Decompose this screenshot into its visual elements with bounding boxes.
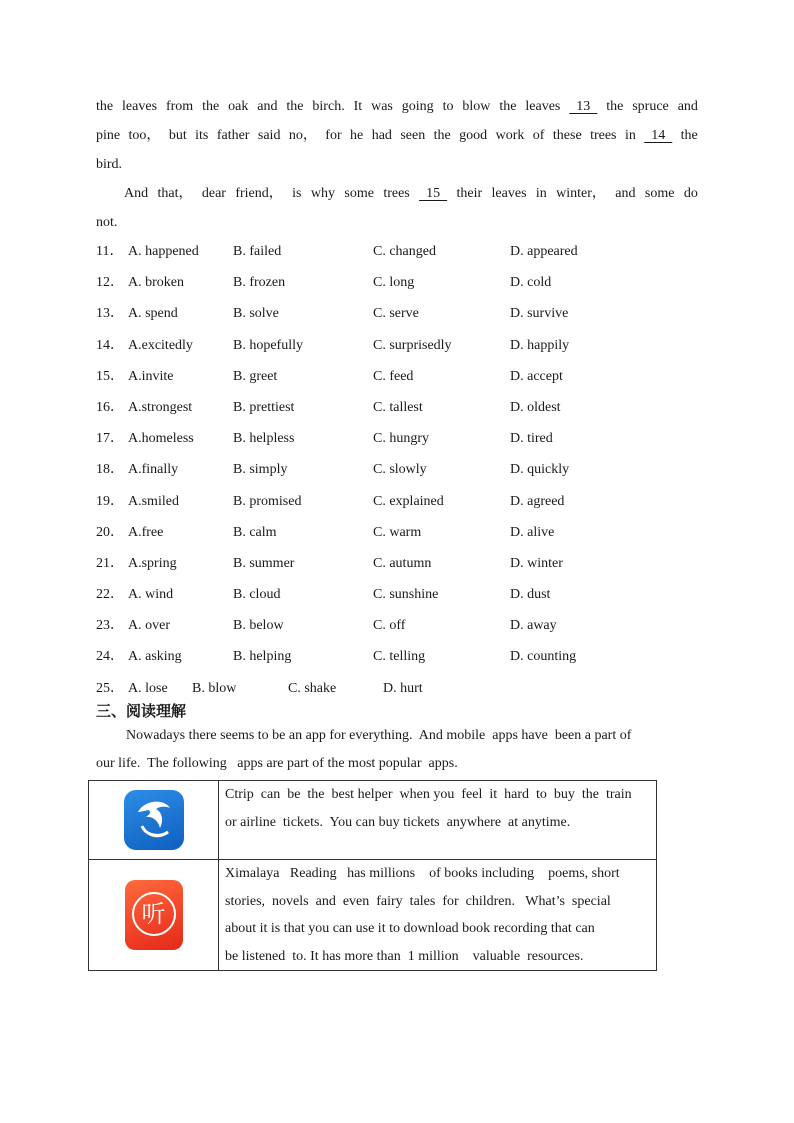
option-a: A.excitedly — [128, 337, 193, 353]
option-b: B. frozen — [233, 275, 286, 291]
passage-word: had — [371, 128, 392, 143]
option-a: A.spring — [128, 555, 177, 571]
passage-word: pine — [96, 128, 121, 143]
option-c: C. explained — [373, 493, 444, 509]
blank-14: 14 — [644, 128, 673, 143]
passage-word: its — [195, 128, 209, 143]
question-row — [96, 427, 696, 458]
passage-word: trees — [590, 128, 617, 143]
question-number: 16． — [96, 399, 124, 415]
option-a: A.free — [128, 524, 164, 540]
question-number: 12． — [96, 275, 124, 291]
passage-word: work — [495, 128, 525, 143]
option-b: B. helpless — [233, 431, 295, 447]
section-title: 三、阅读理解 — [96, 702, 187, 720]
blank-15: 15 — [419, 186, 448, 201]
passage-line-4 — [96, 179, 698, 208]
app-text-line: or airline tickets. You can buy tickets anywhere at anytime. — [225, 814, 571, 830]
multiple-choice-options — [96, 240, 696, 708]
passage-word: the — [606, 99, 624, 114]
passage-word: and — [257, 99, 278, 114]
option-b: B. solve — [233, 306, 279, 322]
question-row — [96, 552, 696, 583]
passage-word: but — [168, 128, 187, 143]
question-row — [96, 396, 696, 427]
reading-intro — [96, 722, 698, 778]
option-b: B. helping — [233, 649, 292, 665]
passage-word: dear — [201, 186, 226, 201]
option-a: A. over — [128, 618, 170, 634]
passage-word: why — [310, 186, 335, 201]
question-number: 13． — [96, 306, 124, 322]
app-text-line: about it is that you can use it to download book recording that can — [225, 921, 595, 936]
passage-word: birch. — [312, 99, 345, 114]
option-c: C. serve — [373, 306, 419, 322]
ting-glyph: 听 — [132, 892, 176, 936]
intro-line-2: our life. The following apps are part of the most popular apps. — [96, 756, 458, 771]
option-c: C. hungry — [373, 431, 429, 447]
dolphin-icon — [124, 790, 184, 850]
question-row — [96, 458, 696, 489]
app-text-line: be listened to. It has more than 1 million valuable resources. — [225, 948, 584, 964]
question-row — [96, 645, 696, 676]
passage-word: do — [683, 186, 698, 201]
passage-word: the — [433, 128, 451, 143]
question-number: 18． — [96, 462, 124, 478]
question-row — [96, 583, 696, 614]
option-a: A. lose — [128, 680, 168, 696]
app-icon-cell — [89, 860, 219, 971]
passage-text: bird. — [96, 157, 123, 172]
question-row — [96, 521, 696, 552]
question-number: 20． — [96, 524, 124, 540]
passage-word: It — [353, 99, 363, 114]
passage-word: and — [677, 99, 698, 114]
blank-13: 13 — [569, 99, 598, 114]
option-c: C. slowly — [373, 462, 427, 478]
passage-word: these — [552, 128, 582, 143]
option-b: B. below — [233, 618, 284, 634]
option-c: C. surprisedly — [373, 337, 452, 353]
question-row — [96, 614, 696, 645]
passage-word: And — [124, 186, 149, 201]
option-d: D. tired — [510, 431, 553, 447]
option-b: B. summer — [233, 555, 295, 571]
question-number: 24． — [96, 649, 124, 665]
passage-word: the — [96, 99, 114, 114]
option-d: D. oldest — [510, 399, 561, 415]
passage-word: in — [624, 128, 636, 143]
passage-word: the — [499, 99, 517, 114]
option-c: C. changed — [373, 244, 436, 259]
question-row — [96, 490, 696, 521]
passage-word: leaves — [122, 99, 158, 114]
passage-word: the — [680, 128, 698, 143]
option-d: D. agreed — [510, 493, 565, 509]
table-row — [89, 781, 657, 860]
option-d: D. away — [510, 618, 557, 634]
option-a: A.finally — [128, 462, 179, 478]
passage-word: friend， — [235, 186, 283, 201]
app-text-line: Ximalaya Reading has millions of books including poems, short — [225, 866, 620, 881]
passage-word: is — [292, 186, 302, 201]
option-a: A. wind — [128, 587, 174, 603]
option-b: B. simply — [233, 462, 288, 478]
option-d: D. dust — [510, 587, 551, 603]
question-row — [96, 302, 696, 333]
option-d: D. hurt — [383, 680, 423, 696]
app-description — [219, 860, 657, 971]
option-d: D. cold — [510, 275, 552, 291]
app-text-line: stories, novels and even fairy tales for children. What’s special — [225, 893, 611, 909]
question-row — [96, 334, 696, 365]
passage-word: to — [442, 99, 454, 114]
passage-word: too， — [128, 128, 161, 143]
option-c: C. warm — [373, 524, 422, 540]
passage-word: was — [371, 99, 393, 114]
passage-word: seen — [400, 128, 426, 143]
passage-line-3 — [96, 150, 698, 179]
option-d: D. happily — [510, 337, 570, 353]
passage-word: going — [401, 99, 434, 114]
passage-ending — [96, 92, 698, 237]
ting-icon — [125, 880, 183, 950]
question-number: 22． — [96, 587, 124, 603]
option-b: B. failed — [233, 244, 282, 259]
passage-word: said — [257, 128, 281, 143]
passage-word: that， — [157, 186, 193, 201]
passage-word: leaves — [525, 99, 561, 114]
option-d: D. accept — [510, 368, 563, 384]
question-number: 19． — [96, 493, 124, 509]
passage-word: good — [459, 128, 488, 143]
question-number: 17． — [96, 431, 124, 447]
option-a: A.invite — [128, 368, 174, 384]
apps-table — [88, 780, 657, 971]
table-row — [89, 860, 657, 971]
question-number: 11． — [96, 244, 124, 259]
passage-word: oak — [228, 99, 249, 114]
question-number: 23． — [96, 618, 124, 634]
option-a: A.smiled — [128, 493, 179, 509]
question-number: 21． — [96, 555, 124, 571]
option-b: B. blow — [192, 680, 237, 696]
option-c: C. tallest — [373, 399, 423, 415]
option-b: B. hopefully — [233, 337, 303, 353]
option-c: C. off — [373, 618, 406, 634]
option-a: A. asking — [128, 649, 182, 665]
passage-word: for — [325, 128, 342, 143]
option-a: A.homeless — [128, 431, 194, 447]
passage-word: in — [535, 186, 547, 201]
option-d: D. appeared — [510, 244, 578, 259]
question-row — [96, 365, 696, 396]
option-d: D. counting — [510, 649, 577, 665]
passage-word: some — [344, 186, 374, 201]
app-description — [219, 781, 657, 860]
option-c: C. telling — [373, 649, 426, 665]
option-a: A. broken — [128, 275, 184, 291]
passage-word: blow — [462, 99, 491, 114]
option-b: B. promised — [233, 493, 302, 509]
question-number: 15． — [96, 368, 124, 384]
passage-word: the — [286, 99, 304, 114]
passage-word: the — [202, 99, 220, 114]
passage-text: not. — [96, 215, 118, 230]
option-c: C. long — [373, 275, 415, 291]
passage-word: of — [532, 128, 545, 143]
passage-word: leaves — [491, 186, 527, 201]
passage-word: and — [615, 186, 636, 201]
question-number: 25． — [96, 680, 124, 696]
option-b: B. calm — [233, 524, 277, 540]
passage-word: spruce — [632, 99, 669, 114]
option-a: A.strongest — [128, 399, 193, 415]
passage-word: trees — [383, 186, 410, 201]
passage-word: he — [350, 128, 364, 143]
passage-word: no， — [288, 128, 317, 143]
app-text-line: Ctrip can be the best helper when you feel it hard to buy the train — [225, 787, 632, 802]
passage-word: some — [644, 186, 675, 201]
option-b: B. prettiest — [233, 399, 295, 415]
passage-line-5 — [96, 208, 698, 237]
option-c: C. sunshine — [373, 587, 439, 603]
passage-word: from — [165, 99, 194, 114]
option-d: D. alive — [510, 524, 555, 540]
option-b: B. cloud — [233, 587, 281, 603]
question-row — [96, 271, 696, 302]
option-b: B. greet — [233, 368, 278, 384]
passage-word: winter， — [556, 186, 606, 201]
option-d: D. winter — [510, 555, 563, 571]
passage-line-1 — [96, 92, 698, 121]
passage-word: father — [216, 128, 250, 143]
option-c: C. autumn — [373, 555, 432, 571]
passage-line-2 — [96, 121, 698, 150]
intro-line-1: Nowadays there seems to be an app for everything. And mobile apps have been a part of — [126, 728, 632, 743]
option-a: A. happened — [128, 244, 199, 259]
passage-word: their — [456, 186, 483, 201]
question-number: 14． — [96, 337, 124, 353]
option-a: A. spend — [128, 306, 178, 322]
option-d: D. survive — [510, 306, 569, 322]
option-c: C. feed — [373, 368, 414, 384]
app-icon-cell — [89, 781, 219, 860]
question-row — [96, 240, 696, 271]
option-c: C. shake — [288, 680, 337, 696]
option-d: D. quickly — [510, 462, 570, 478]
